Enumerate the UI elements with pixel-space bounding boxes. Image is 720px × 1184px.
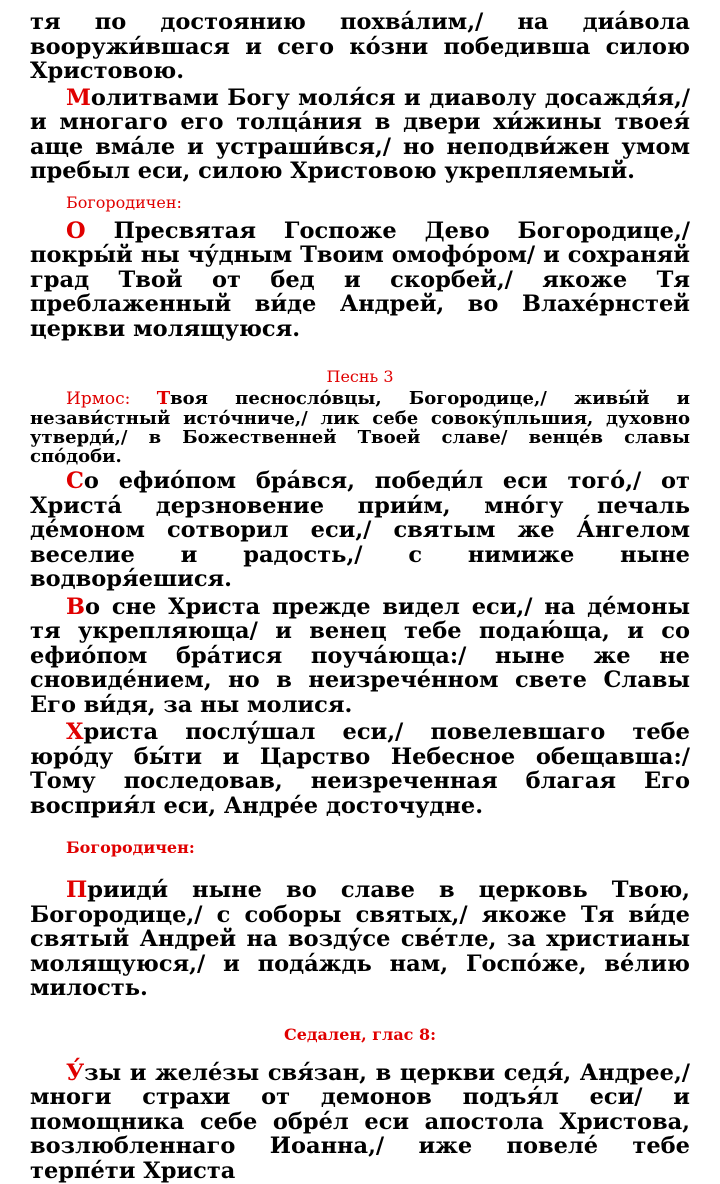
verse-1-continued: тя по достоянию похва́лим,/ на диа́вола вооружи́вшася и сего ко́зни победивша силою Христовою. xyxy=(30,9,690,84)
theotokion-label: Богородичен: xyxy=(66,192,182,212)
verse-4: Во сне Христа прежде видел еси,/ на де́моны тя укрепляюща/ и венец тебе подаю́ща, и со ефио́пом бра́тися поуча́юща:/ ныне же не сновиде́нием, но в неизрече́нном свете Славы Его ви́дя, за ны молися. xyxy=(30,593,690,718)
drop-initial: О xyxy=(66,217,86,244)
drop-initial: С xyxy=(66,468,84,494)
drop-initial: Х xyxy=(66,719,84,745)
verse-5: Христа послу́шал еси,/ повелевшаго тебе юро́ду бы́ти и Царство Небесное обещавша:/ Тому последовав, неизреченная благая Его восприя́л еси, Андре́е досточудне. xyxy=(30,719,690,819)
verse-3: Со ефио́пом бра́вся, победи́л еси того́,/ от Христа́ дерзновение прии́м, мно́гу печаль де́моном сотворил еси,/ святым же А́нгелом веселие и радость,/ с нимиже ныне водворя́ешися. xyxy=(30,468,690,592)
theotokion-label-2: Богородичен: xyxy=(66,838,195,857)
ode-3-heading: Песнь 3 xyxy=(326,367,394,386)
drop-initial: В xyxy=(66,593,86,620)
drop-initial: У́ xyxy=(66,1059,85,1086)
theotokion-verse: О Пресвятая Госпоже Дево Богородице,/ покры́й ны чу́дным Твоим омофо́ром/ и сохраняй град Твой от бед и скорбей,/ якоже Тя преблаженный ви́де Андрей, во Влахе́рнстей церкви молящуюся. xyxy=(30,217,690,342)
page xyxy=(30,10,690,1183)
theotokion-verse-2: Прииди́ ныне во славе в церковь Твою, Богородице,/ с соборы святых,/ якоже Тя ви́де святый Андрей на возду́се све́тле, за христианы молящуюся,/ и пода́ждь нам, Госпо́же, ве́лию милость. xyxy=(30,877,690,1001)
sedalen-verse: У́зы и желе́зы свя́зан, в церкви седя́, Андрее,/ многи страхи от демонов подъя́л еси/ и помощника себе обре́л еси апостола Христова, возлюбленнаго Иоанна,/ иже повеле́ тебе терпе́ти Христа xyxy=(30,1059,690,1184)
drop-initial: М xyxy=(66,84,91,111)
drop-initial: Т xyxy=(156,388,171,409)
sedalen-heading: Седален, глас 8: xyxy=(283,1024,437,1044)
irmos: Ирмос: Твоя песносло́вцы, Богородице,/ живы́й и незави́стный исто́чниче,/ лик себе совоку́пльшия, духовно утверди́,/ в Божественней Твоей славе/ венце́в славы спо́доби. xyxy=(30,388,690,467)
irmos-label: Ирмос: xyxy=(66,389,157,409)
verse-2: Молитвами Богу моля́ся и диаволу досаждя́я,/ и многаго его толца́ния в двери хи́жины твоея́ аще вма́ле и устраши́вся,/ но неподви́жен умом пребыл еси, силою Христовою укрепляемый. xyxy=(30,84,690,184)
drop-initial: П xyxy=(66,877,88,903)
